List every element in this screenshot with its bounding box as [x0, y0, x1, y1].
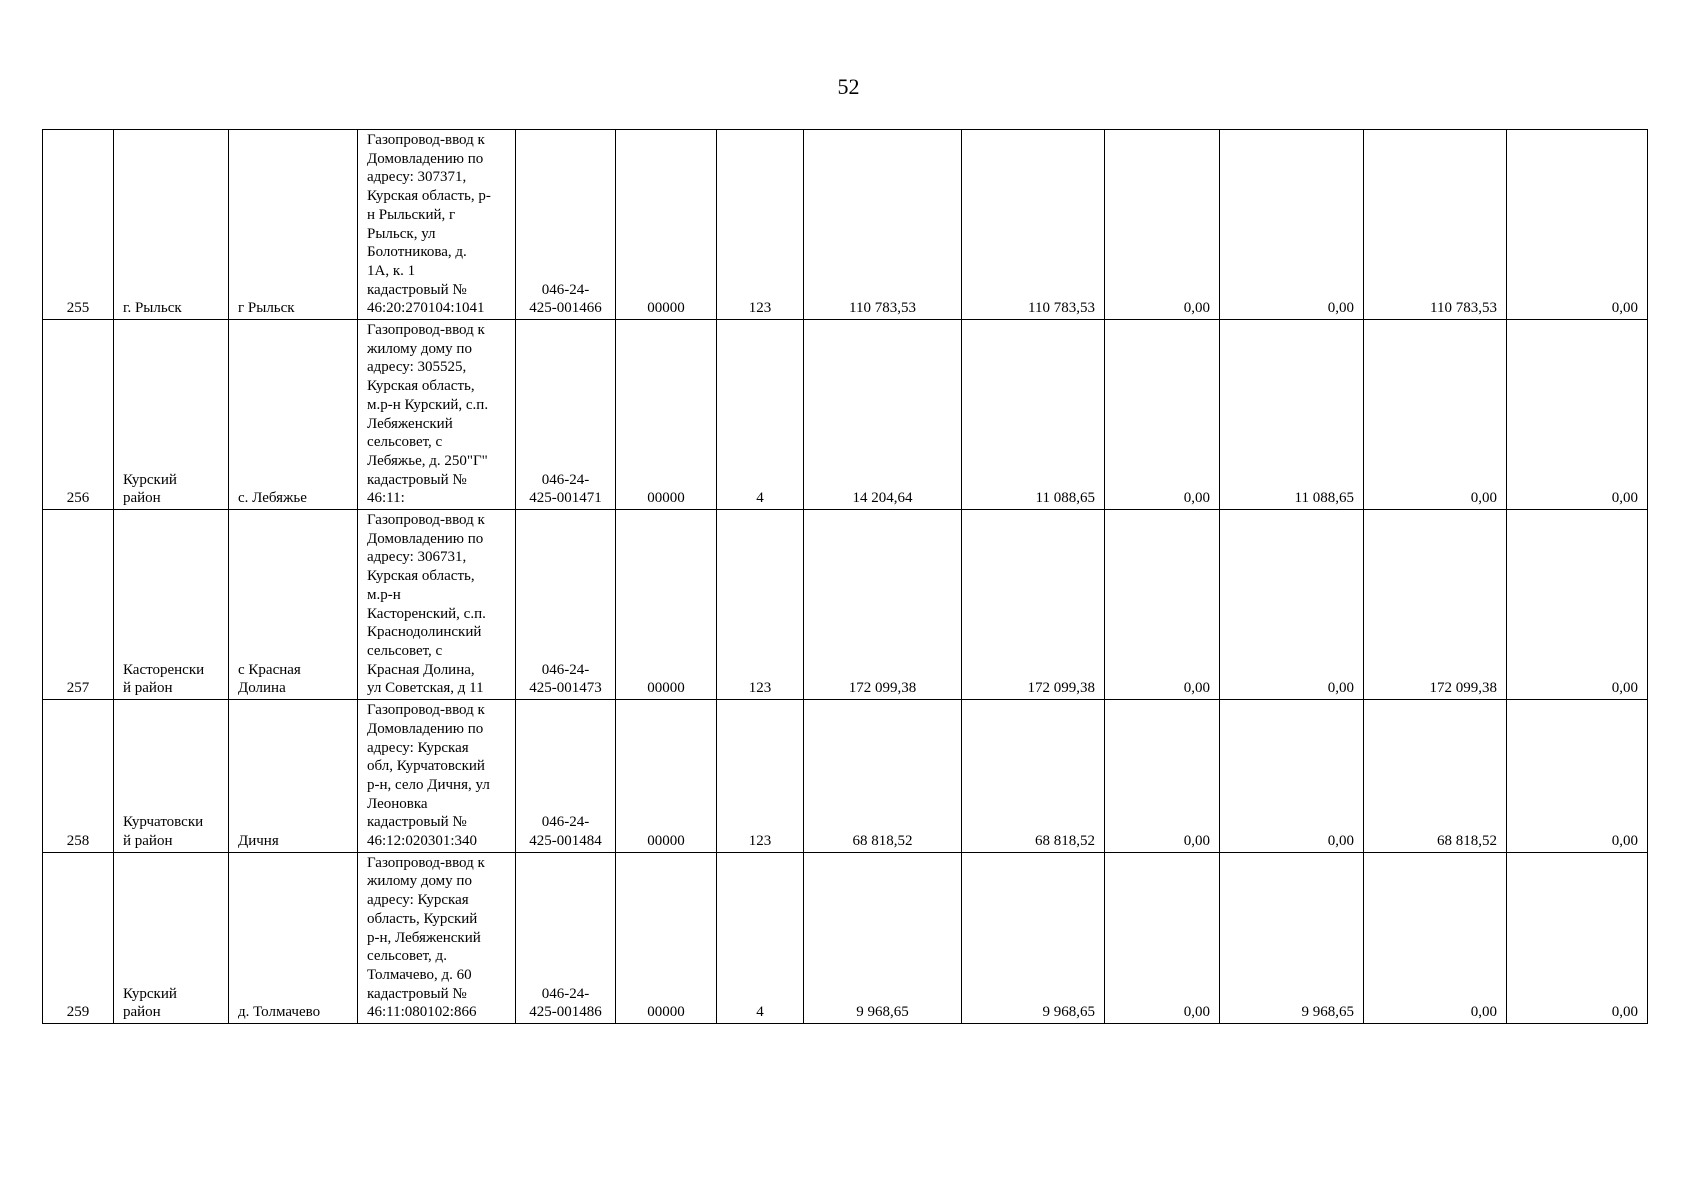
- column-6-cell: 00000: [616, 852, 717, 1023]
- row-number: 259: [43, 852, 114, 1023]
- data-table: [42, 129, 1648, 1024]
- column-7-cell: 4: [717, 320, 804, 510]
- column-11-cell: 11 088,65: [1220, 320, 1364, 510]
- description-cell: Газопровод-ввод к Домовладению по адресу: 307371, Курская область, р- н Рыльский, г Рыльск, ул Болотникова, д. 1А, к. 1 кадастровый № 46:20:270104:1041: [358, 130, 516, 320]
- column-10-cell: 0,00: [1105, 320, 1220, 510]
- description-cell: Газопровод-ввод к Домовладению по адресу: Курская обл, Курчатовский р-н, село Дичня, ул Леоновка кадастровый № 46:12:020301:340: [358, 700, 516, 853]
- column-8-cell: 9 968,65: [804, 852, 962, 1023]
- column-13-cell: 0,00: [1507, 852, 1648, 1023]
- column-10-cell: 0,00: [1105, 510, 1220, 700]
- column-10-cell: 0,00: [1105, 130, 1220, 320]
- column-7-cell: 123: [717, 700, 804, 853]
- column-12-cell: 68 818,52: [1364, 700, 1507, 853]
- column-11-cell: 0,00: [1220, 700, 1364, 853]
- code-cell: 046-24- 425-001466: [516, 130, 616, 320]
- code-cell: 046-24- 425-001486: [516, 852, 616, 1023]
- district-cell: г. Рыльск: [114, 130, 229, 320]
- column-6-cell: 00000: [616, 320, 717, 510]
- column-13-cell: 0,00: [1507, 700, 1648, 853]
- column-10-cell: 0,00: [1105, 852, 1220, 1023]
- district-cell: Курчатовски й район: [114, 700, 229, 853]
- locality-cell: д. Толмачево: [229, 852, 358, 1023]
- description-cell: Газопровод-ввод к жилому дому по адресу: Курская область, Курский р-н, Лебяженский сельсовет, д. Толмачево, д. 60 кадастровый № 46:11:080102:866: [358, 852, 516, 1023]
- row-number: 257: [43, 510, 114, 700]
- column-7-cell: 4: [717, 852, 804, 1023]
- table-row: [43, 510, 1648, 700]
- column-13-cell: 0,00: [1507, 130, 1648, 320]
- column-9-cell: 68 818,52: [962, 700, 1105, 853]
- column-9-cell: 172 099,38: [962, 510, 1105, 700]
- code-cell: 046-24- 425-001484: [516, 700, 616, 853]
- page-number: 52: [837, 74, 860, 99]
- column-8-cell: 172 099,38: [804, 510, 962, 700]
- table-row: [43, 320, 1648, 510]
- code-cell: 046-24- 425-001473: [516, 510, 616, 700]
- locality-cell: г Рыльск: [229, 130, 358, 320]
- row-number: 256: [43, 320, 114, 510]
- table-row: [43, 852, 1648, 1023]
- column-7-cell: 123: [717, 130, 804, 320]
- column-8-cell: 110 783,53: [804, 130, 962, 320]
- column-7-cell: 123: [717, 510, 804, 700]
- column-11-cell: 0,00: [1220, 130, 1364, 320]
- column-9-cell: 110 783,53: [962, 130, 1105, 320]
- column-12-cell: 0,00: [1364, 320, 1507, 510]
- description-cell: Газопровод-ввод к жилому дому по адресу: 305525, Курская область, м.р-н Курский, с.п. Лебяженский сельсовет, с Лебяжье, д. 250"Г" кадастровый № 46:11:: [358, 320, 516, 510]
- table-row: [43, 130, 1648, 320]
- column-13-cell: 0,00: [1507, 510, 1648, 700]
- code-cell: 046-24- 425-001471: [516, 320, 616, 510]
- column-9-cell: 11 088,65: [962, 320, 1105, 510]
- column-12-cell: 0,00: [1364, 852, 1507, 1023]
- column-12-cell: 110 783,53: [1364, 130, 1507, 320]
- table-row: [43, 700, 1648, 853]
- column-9-cell: 9 968,65: [962, 852, 1105, 1023]
- row-number: 258: [43, 700, 114, 853]
- column-10-cell: 0,00: [1105, 700, 1220, 853]
- district-cell: Курский район: [114, 852, 229, 1023]
- district-cell: Курский район: [114, 320, 229, 510]
- locality-cell: Дичня: [229, 700, 358, 853]
- locality-cell: с Красная Долина: [229, 510, 358, 700]
- column-12-cell: 172 099,38: [1364, 510, 1507, 700]
- column-6-cell: 00000: [616, 130, 717, 320]
- column-11-cell: 0,00: [1220, 510, 1364, 700]
- district-cell: Касторенски й район: [114, 510, 229, 700]
- description-cell: Газопровод-ввод к Домовладению по адресу: 306731, Курская область, м.р-н Касторенский, с.п. Краснодолинский сельсовет, с Красная Долина, ул Советская, д 11: [358, 510, 516, 700]
- column-8-cell: 68 818,52: [804, 700, 962, 853]
- column-6-cell: 00000: [616, 510, 717, 700]
- row-number: 255: [43, 130, 114, 320]
- locality-cell: с. Лебяжье: [229, 320, 358, 510]
- column-11-cell: 9 968,65: [1220, 852, 1364, 1023]
- column-8-cell: 14 204,64: [804, 320, 962, 510]
- column-13-cell: 0,00: [1507, 320, 1648, 510]
- column-6-cell: 00000: [616, 700, 717, 853]
